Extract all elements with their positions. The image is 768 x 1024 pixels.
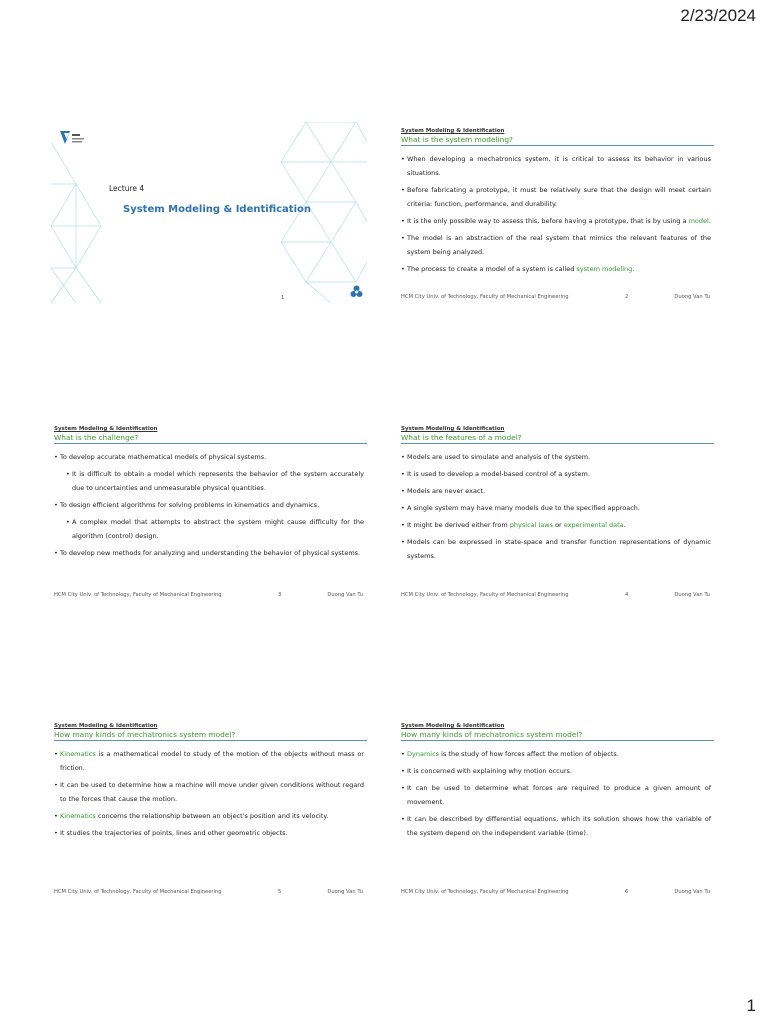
list-item: • To develop new methods for analyzing and understanding the behavior of physical systems. (54, 546, 364, 560)
bullet-list (54, 450, 364, 563)
footer-author: Duong Van Tu (327, 592, 363, 598)
footer-institution: HCM City Univ. of Technology, Faculty of Mechanical Engineering (401, 889, 569, 895)
list-item: • It can be used to determine what forces are required to produce a given amount of movement. (401, 781, 711, 809)
course-label: System Modeling & Identification (401, 723, 505, 729)
list-item: • It can be used to determine how a machine will move under given conditions without regard to the forces that cause the motion. (54, 778, 364, 806)
footer-institution: HCM City Univ. of Technology, Faculty of Mechanical Engineering (54, 592, 222, 598)
slide-4 (398, 420, 714, 601)
slide-number: 5 (278, 889, 282, 895)
slide-5 (51, 717, 367, 898)
list-item: • It is concerned with explaining why motion occurs. (401, 764, 711, 778)
slide-6 (398, 717, 714, 898)
list-item: • A single system may have many models due to the specified approach. (401, 501, 711, 515)
list-item: • Models are used to simulate and analysis of the system. (401, 450, 711, 464)
list-item: • Kinematics concerns the relationship between an object's position and its velocity. (54, 809, 364, 823)
slide-number: 2 (625, 294, 629, 300)
footer-author: Duong Van Tu (327, 889, 363, 895)
list-item: • Before fabricating a prototype, it must be relatively sure that the design will meet certain criteria: function, performance, and durability. (401, 183, 711, 211)
presentation-title: System Modeling & Identification (123, 204, 311, 215)
footer-institution: HCM City Univ. of Technology, Faculty of Mechanical Engineering (401, 294, 569, 300)
bullet-list (401, 450, 711, 566)
slide-heading: What is the system modeling? (401, 135, 714, 146)
page-number: 1 (746, 996, 756, 1015)
footer-institution: HCM City Univ. of Technology, Faculty of Mechanical Engineering (401, 592, 569, 598)
list-item: • Kinematics is a mathematical model to study of the motion of the objects without mass or friction. (54, 747, 364, 775)
list-item: • The process to create a model of a system is called system modeling. (401, 262, 711, 276)
list-item: • Models can be expressed in state-space and transfer function representations of dynamic systems. (401, 535, 711, 563)
slide-2 (398, 122, 714, 303)
list-item: • The model is an abstraction of the real system that mimics the relevant features of the system being analyzed. (401, 231, 711, 259)
course-label: System Modeling & Identification (54, 723, 158, 729)
list-item: • Dynamics is the study of how forces affect the motion of objects. (401, 747, 711, 761)
slide-heading: How many kinds of mechatronics system model? (401, 730, 714, 741)
list-item: • It might be derived either from physical laws or experimental data. (401, 518, 711, 532)
slide-heading: What is the features of a model? (401, 433, 714, 444)
list-item: • It is used to develop a model-based control of a system. (401, 467, 711, 481)
list-item: • A complex model that attempts to abstract the system might cause difficulty for the algorithm (control) design. (66, 515, 364, 543)
course-label: System Modeling & Identification (401, 128, 505, 134)
list-item: • Models are never exact. (401, 484, 711, 498)
list-item: • It studies the trajectories of points, lines and other geometric objects. (54, 826, 364, 840)
slide-1-title (51, 122, 367, 303)
list-item: • To design efficient algorithms for solving problems in kinematics and dynamics. (54, 498, 364, 512)
department-logo-icon (350, 285, 363, 298)
slide-number: 1 (281, 295, 285, 301)
university-logo-icon (60, 131, 86, 145)
list-item: • To develop accurate mathematical models of physical systems. (54, 450, 364, 464)
page-date: 2/23/2024 (680, 6, 756, 25)
bullet-list (54, 747, 364, 843)
bullet-list (401, 152, 711, 279)
course-label: System Modeling & Identification (54, 426, 158, 432)
list-item: • When developing a mechatronics system, it is critical to assess its behavior in various situations. (401, 152, 711, 180)
course-label: System Modeling & Identification (401, 426, 505, 432)
footer-author: Duong Van Tu (674, 294, 710, 300)
list-item: • It is difficult to obtain a model which represents the behavior of the system accurately due to uncertainties and unmeasurable physical quantities. (66, 467, 364, 495)
slide-3 (51, 420, 367, 601)
slide-number: 3 (278, 592, 282, 598)
slide-number: 4 (625, 592, 629, 598)
lecture-label: Lecture 4 (109, 184, 145, 193)
footer-author: Duong Van Tu (674, 889, 710, 895)
slide-heading: What is the challenge? (54, 433, 367, 444)
slide-number: 6 (625, 889, 629, 895)
list-item: • It can be described by differential equations, which its solution shows how the variable of the system depend on the independent variable (time). (401, 812, 711, 840)
list-item: • It is the only possible way to assess this, before having a prototype, that is by using a model. (401, 214, 711, 228)
bullet-list (401, 747, 711, 843)
footer-institution: HCM City Univ. of Technology, Faculty of Mechanical Engineering (54, 889, 222, 895)
footer-author: Duong Van Tu (674, 592, 710, 598)
slide-heading: How many kinds of mechatronics system model? (54, 730, 367, 741)
